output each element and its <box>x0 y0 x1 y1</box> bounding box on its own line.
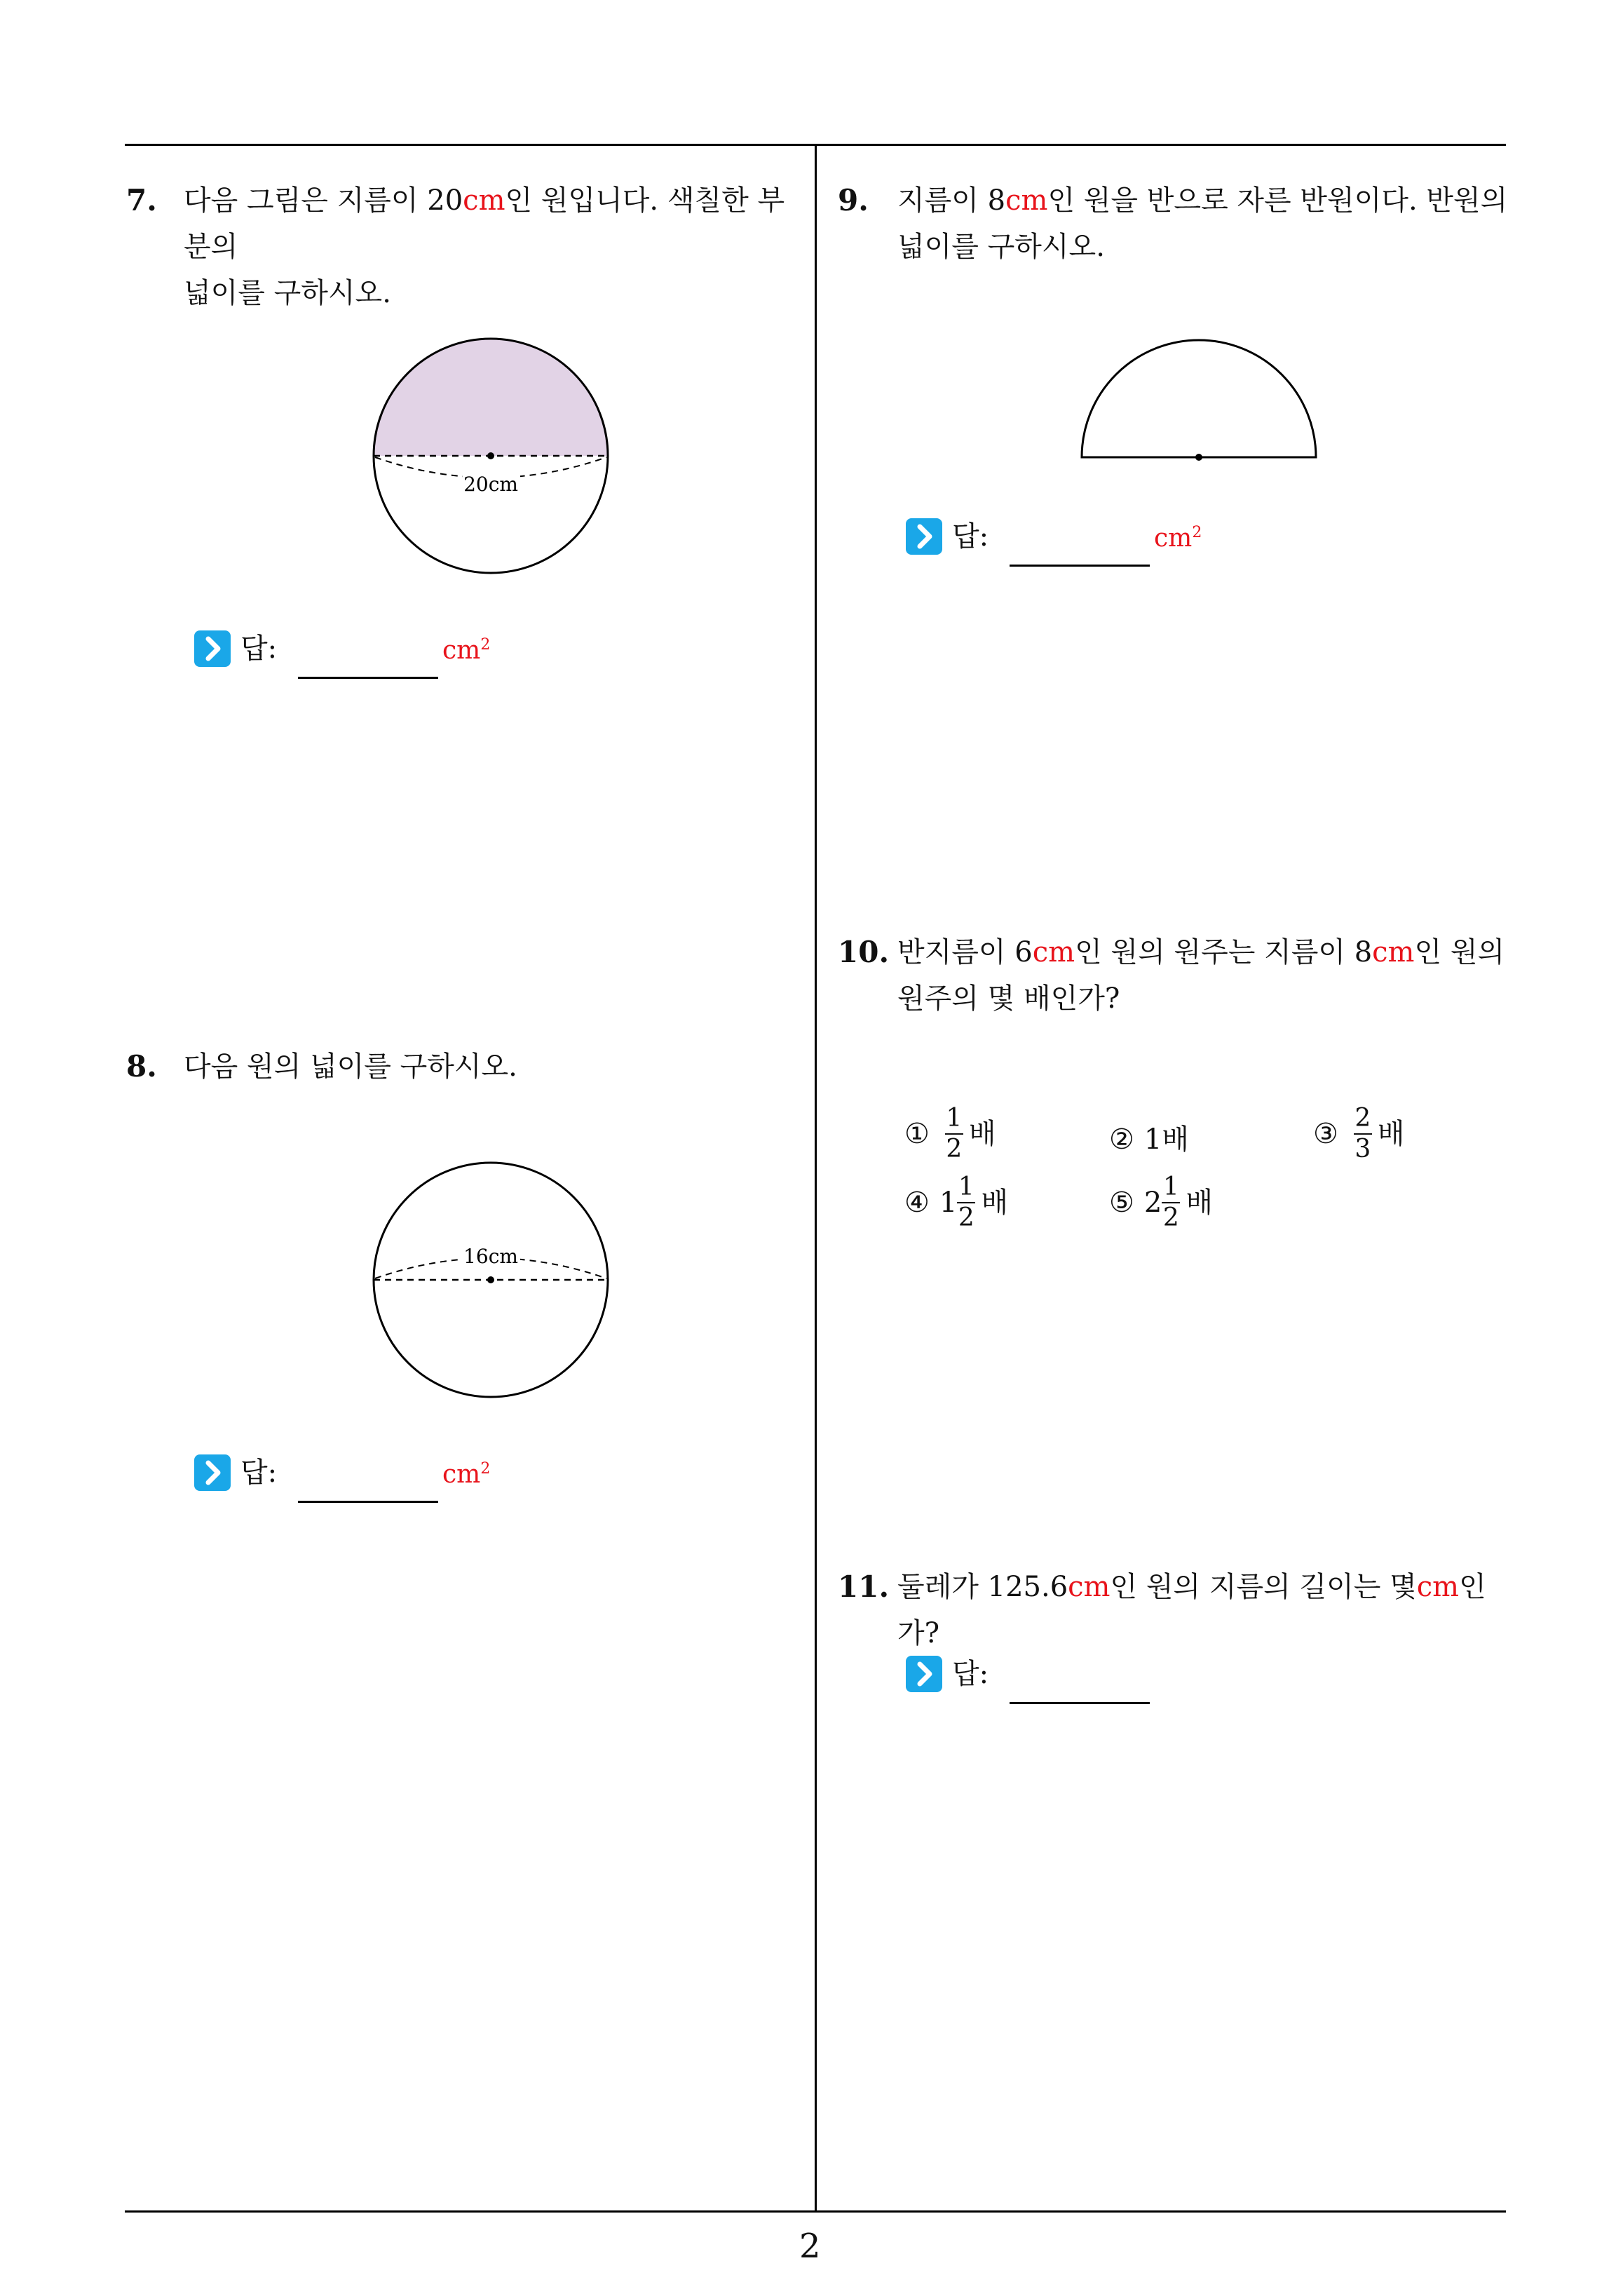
q9-line2: 넓이를 구하시오. <box>897 231 1105 263</box>
q8-text: 다음 원의 넓이를 구하시오. <box>184 1051 517 1083</box>
q7-shaded-half <box>374 339 608 456</box>
q7-answer <box>193 628 491 670</box>
answer-blank[interactable] <box>298 677 438 679</box>
q10-choice-3-fraction: $\frac{2}{3}$ <box>1354 1104 1371 1163</box>
q9-text <box>897 177 1514 270</box>
answer-blank[interactable] <box>298 1501 438 1503</box>
q10-choice-2[interactable]: ② 1배 <box>1109 1123 1189 1156</box>
chevron-right-icon <box>193 1453 232 1492</box>
chevron-right-icon <box>193 629 232 668</box>
chevron-right-icon <box>904 1654 944 1694</box>
answer-unit: $cm^2$ <box>442 1460 491 1489</box>
chevron-right-icon <box>904 517 944 556</box>
q10-choice-4[interactable]: ④ 1 $\frac{1}{2}$ 배 <box>904 1173 1008 1232</box>
q8-circle-figure <box>365 1154 617 1406</box>
q10-line1: 반지름이 6cm인 원의 원주는 지름이 8cm인 원의 <box>897 936 1505 968</box>
answer-blank[interactable] <box>1010 565 1150 567</box>
q7-text <box>184 177 801 316</box>
q8-number: 8. <box>126 1049 157 1083</box>
page-number: 2 <box>799 2227 821 2266</box>
answer-unit: $cm^2$ <box>442 636 491 665</box>
q10-choice-1-fraction: $\frac{1}{2}$ <box>946 1104 963 1163</box>
column-divider <box>815 144 817 2213</box>
q10-choice-5-fraction: $\frac{1}{2}$ <box>1162 1173 1179 1232</box>
q7-number: 7. <box>126 183 157 217</box>
q11-answer <box>904 1653 1199 1695</box>
q8-answer <box>193 1452 491 1494</box>
q10-choice-4-fraction: $\frac{1}{2}$ <box>958 1173 975 1232</box>
q8-diameter-label: 16cm <box>463 1245 518 1268</box>
q10-choice-5[interactable]: ⑤ 2 $\frac{1}{2}$ 배 <box>1109 1173 1213 1232</box>
q10-choice-1[interactable]: ① $\frac{1}{2}$ 배 <box>904 1104 996 1163</box>
answer-blank[interactable] <box>1010 1702 1150 1704</box>
answer-label: 답: <box>240 633 278 665</box>
answer-label: 답: <box>952 1658 989 1690</box>
q9-semicircle-figure <box>1073 330 1325 470</box>
answer-label: 답: <box>240 1457 278 1489</box>
q10-line2: 원주의 몇 배인가? <box>897 982 1120 1015</box>
q9-number: 9. <box>838 183 869 217</box>
q10-number: 10. <box>838 935 890 969</box>
answer-unit: $cm^2$ <box>1154 524 1202 553</box>
q9-answer <box>904 515 1202 558</box>
q9-line1: 지름이 8cm인 원을 반으로 자른 반원이다. 반원의 <box>897 184 1508 217</box>
q10-choice-3[interactable]: ③ $\frac{2}{3}$ 배 <box>1313 1104 1405 1163</box>
q10-text <box>897 929 1514 1022</box>
q7-line2: 넓이를 구하시오. <box>184 277 391 309</box>
bottom-rule <box>125 2210 1506 2213</box>
q7-circle-figure <box>365 330 617 582</box>
q7-line1: 다음 그림은 지름이 20cm인 원입니다. 색칠한 부분의 <box>184 184 785 263</box>
q7-diameter-label: 20cm <box>463 473 518 496</box>
answer-label: 답: <box>952 520 989 553</box>
q11-text: 둘레가 125.6cm인 원의 지름의 길이는 몇cm인가? <box>897 1571 1486 1649</box>
q11-number: 11. <box>838 1569 890 1604</box>
